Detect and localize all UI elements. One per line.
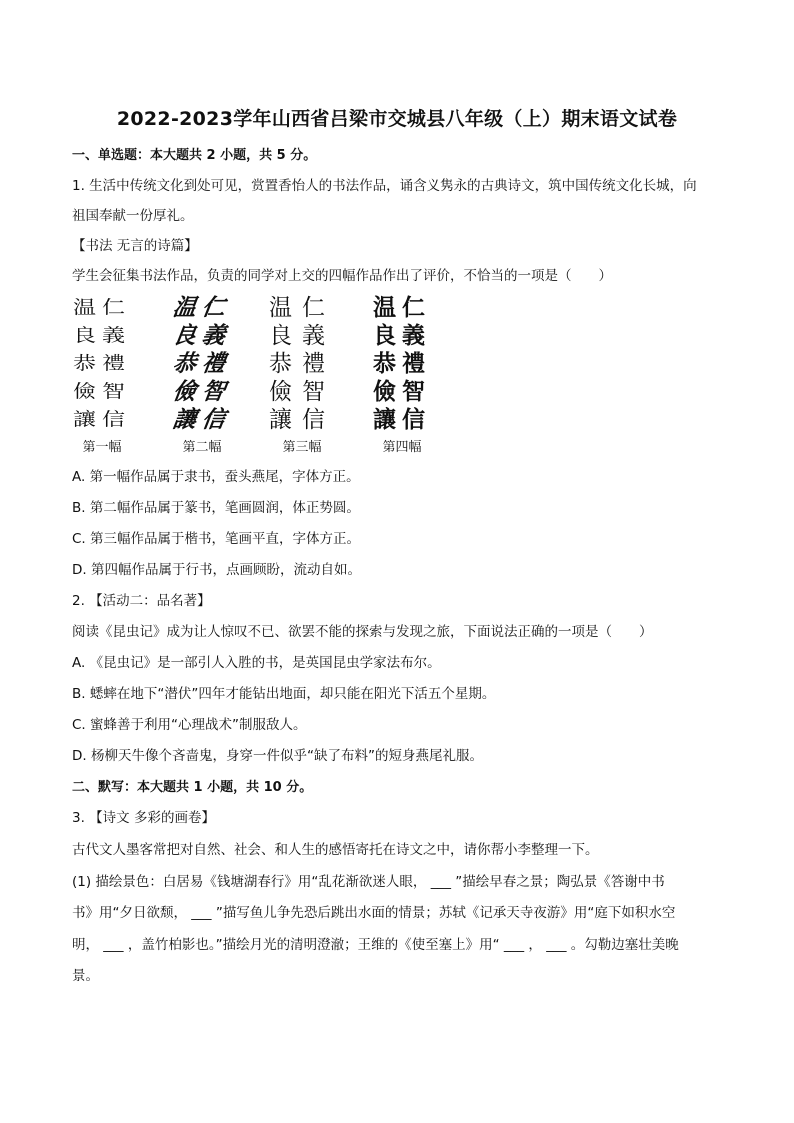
q3-part1-line-4: 景。 (72, 968, 99, 984)
calligraphy-row: 讓信 (171, 406, 233, 433)
calligraphy-caption: 第四幅 (382, 440, 422, 455)
calligraphy-row: 良義 (373, 322, 431, 349)
calligraphy-row: 温仁 (269, 295, 335, 321)
calligraphy-work-1 (60, 294, 144, 457)
q2-heading: 2. 【活动二：品名著】 (72, 593, 211, 609)
q2-option-a: A. 《昆虫记》是一部引人入胜的书，是英国昆虫学家法布尔。 (72, 655, 441, 671)
calligraphy-caption: 第二幅 (182, 440, 222, 455)
q1-text-line-2: 祖国奉献一份厚礼。 (72, 208, 194, 224)
exam-title: 2022-2023学年山西省吕梁市交城县八年级（上）期末语文试卷 (116, 108, 678, 130)
q3-part1-line-3: 明， ___ ，盖竹柏影也。”描绘月光的清明澄澈；王维的《使至塞上》用“ ___ ， ___ 。勾勒边塞壮美晚 (72, 937, 679, 953)
q3-part1-line-1: (1) 描绘景色：白居易《钱塘湖春行》用“乱花渐欲迷人眼， ___ ”描绘早春之景；陶弘景《答谢中书 (72, 874, 665, 890)
calligraphy-row: 温仁 (73, 297, 131, 319)
calligraphy-caption: 第一幅 (82, 440, 122, 455)
calligraphy-row: 儉智 (269, 379, 335, 405)
calligraphy-work-2 (160, 294, 244, 457)
calligraphy-row: 讓信 (269, 407, 335, 433)
q2-stem: 阅读《昆虫记》成为让人惊叹不已、欲罢不能的探索与发现之旅，下面说法正确的一项是（ ） (72, 624, 653, 640)
q1-option-c: C. 第三幅作品属于楷书，笔画平直，字体方正。 (72, 531, 361, 547)
calligraphy-row: 恭禮 (73, 353, 131, 375)
calligraphy-row: 良義 (269, 323, 335, 349)
q3-part1-line-2: 书》用“夕日欲颓， ___ ”描写鱼儿争先恐后跳出水面的情景；苏轼《记承天寺夜游》用“庭下如积水空 (72, 905, 676, 921)
q2-option-b: B. 蟋蟀在地下“潜伏”四年才能钻出地面，却只能在阳光下活五个星期。 (72, 686, 496, 702)
q1-subheading: 【书法 无言的诗篇】 (72, 238, 198, 254)
calligraphy-row: 良義 (73, 325, 131, 347)
calligraphy-works-figure (60, 294, 450, 458)
q3-intro: 古代文人墨客常把对自然、社会、和人生的感悟寄托在诗文之中，请你帮小李整理一下。 (72, 842, 599, 858)
calligraphy-row: 恭禮 (269, 351, 335, 377)
calligraphy-row: 儉智 (171, 378, 233, 405)
calligraphy-row: 温仁 (373, 294, 431, 321)
calligraphy-work-3 (260, 294, 344, 457)
q2-option-d: D. 杨柳天牛像个吝啬鬼，身穿一件似乎“缺了布料”的短身燕尾礼服。 (72, 748, 483, 764)
section-heading-dictation: 二、默写：本大题共 1 小题，共 10 分。 (72, 780, 313, 795)
q1-option-b: B. 第二幅作品属于篆书，笔画圆润，体正势圆。 (72, 500, 360, 516)
q3-heading: 3. 【诗文 多彩的画卷】 (72, 810, 215, 826)
calligraphy-row: 讓信 (373, 406, 431, 433)
calligraphy-row: 良義 (171, 322, 233, 349)
q1-stem: 学生会征集书法作品，负责的同学对上交的四幅作品作出了评价，不恰当的一项是（ ） (72, 268, 612, 284)
calligraphy-caption: 第三幅 (282, 440, 322, 455)
calligraphy-row: 儉智 (373, 378, 431, 405)
calligraphy-work-4 (360, 294, 444, 457)
q1-text-line-1: 1. 生活中传统文化到处可见，赏置香怡人的书法作品，诵含义隽永的古典诗文，筑中国传统文化长城，向 (72, 178, 697, 194)
calligraphy-row: 恭禮 (373, 350, 431, 377)
q1-option-a: A. 第一幅作品属于隶书，蚕头燕尾，字体方正。 (72, 469, 360, 485)
calligraphy-row: 温仁 (171, 294, 233, 321)
section-heading-single-choice: 一、单选题：本大题共 2 小题，共 5 分。 (72, 148, 317, 163)
q1-option-d: D. 第四幅作品属于行书，点画顾盼，流动自如。 (72, 562, 361, 578)
q2-option-c: C. 蜜蜂善于利用“心理战术”制服敌人。 (72, 717, 307, 733)
calligraphy-row: 讓信 (73, 409, 131, 431)
calligraphy-row: 恭禮 (171, 350, 233, 377)
calligraphy-row: 儉智 (73, 381, 131, 403)
